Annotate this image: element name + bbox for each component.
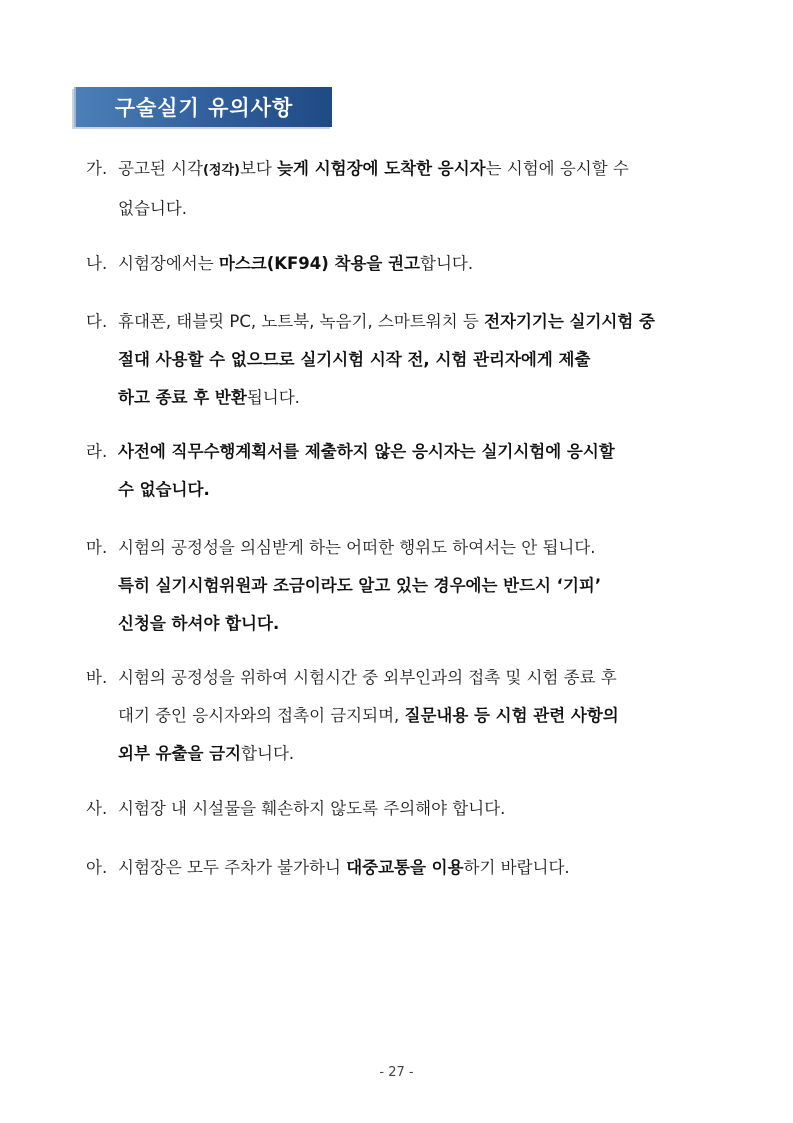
item-text: 합니다. [420,254,474,273]
item-text-emphasis: 대중교통을 이용 [346,858,464,877]
item-text-emphasis: 하고 종료 후 반환 [118,388,247,407]
item-text-emphasis: 전자기기는 실기시험 중 [484,312,655,331]
item-marker: 마. [86,538,108,557]
item-marker: 다. [86,312,108,331]
notice-item-na [86,245,718,283]
notice-item-ga [86,150,718,228]
item-text: 없습니다. [118,199,188,218]
item-text: 시험장에서는 [118,254,219,273]
item-text-emphasis: 사전에 직무수행계획서를 제출하지 않은 응시자는 실기시험에 응시할 [118,442,615,461]
item-text-emphasis: 늦게 시험장에 도착한 응시자 [277,159,486,178]
page-number: - 27 - [379,1065,414,1080]
item-text-emphasis: 신청을 하셔야 합니다. [118,614,280,633]
item-marker: 사. [86,799,108,818]
item-marker: 나. [86,254,108,273]
item-text-emphasis: 외부 유출을 금지 [118,744,242,763]
item-text: 시험의 공정성을 의심받게 하는 어떠한 행위도 하여서는 안 됩니다. [118,538,596,557]
section-title: 구술실기 유의사항 [114,96,294,120]
item-text: 합니다. [241,744,295,763]
section-title-box [74,87,332,127]
notice-item-ma [86,529,718,643]
item-marker: 가. [86,159,108,178]
item-text: 휴대폰, 태블릿 PC, 노트북, 녹음기, 스마트워치 등 [118,312,485,331]
item-text: 됩니다. [246,388,300,407]
item-marker: 라. [86,442,108,461]
item-text-emphasis: 특히 실기시험위원과 조금이라도 알고 있는 경우에는 반드시 ‘기피’ [118,576,602,595]
notice-item-da [86,303,718,417]
item-marker: 아. [86,858,108,877]
item-text: 시험의 공정성을 위하여 시험시간 중 외부인과의 접촉 및 시험 종료 후 [118,668,617,687]
item-text: 하기 바랍니다. [463,858,570,877]
item-text: 공고된 시각 [118,159,203,178]
item-text: 보다 [239,159,278,178]
notice-item-ba [86,659,718,773]
item-text-emphasis: 질문내용 등 시험 관련 사항의 [404,706,619,725]
notice-item-ra [86,433,718,509]
item-text: 는 시험에 응시할 수 [485,159,629,178]
notice-item-sa [86,790,718,828]
item-text: 대기 중인 응시자와의 접촉이 금지되며, [118,706,405,725]
item-text-emphasis: 수 없습니다. [118,480,210,499]
item-text: 시험장은 모두 주차가 불가하니 [118,858,347,877]
item-marker: 바. [86,668,108,687]
item-text-emphasis: 마스크(KF94) 착용을 권고 [218,254,420,273]
notice-item-a [86,849,718,887]
item-text-emphasis: 절대 사용할 수 없으므로 실기시험 시작 전, 시험 관리자에게 제출 [118,350,591,369]
item-text: 시험장 내 시설물을 훼손하지 않도록 주의해야 합니다. [118,799,506,818]
item-text-emphasis: (정각) [202,163,240,178]
